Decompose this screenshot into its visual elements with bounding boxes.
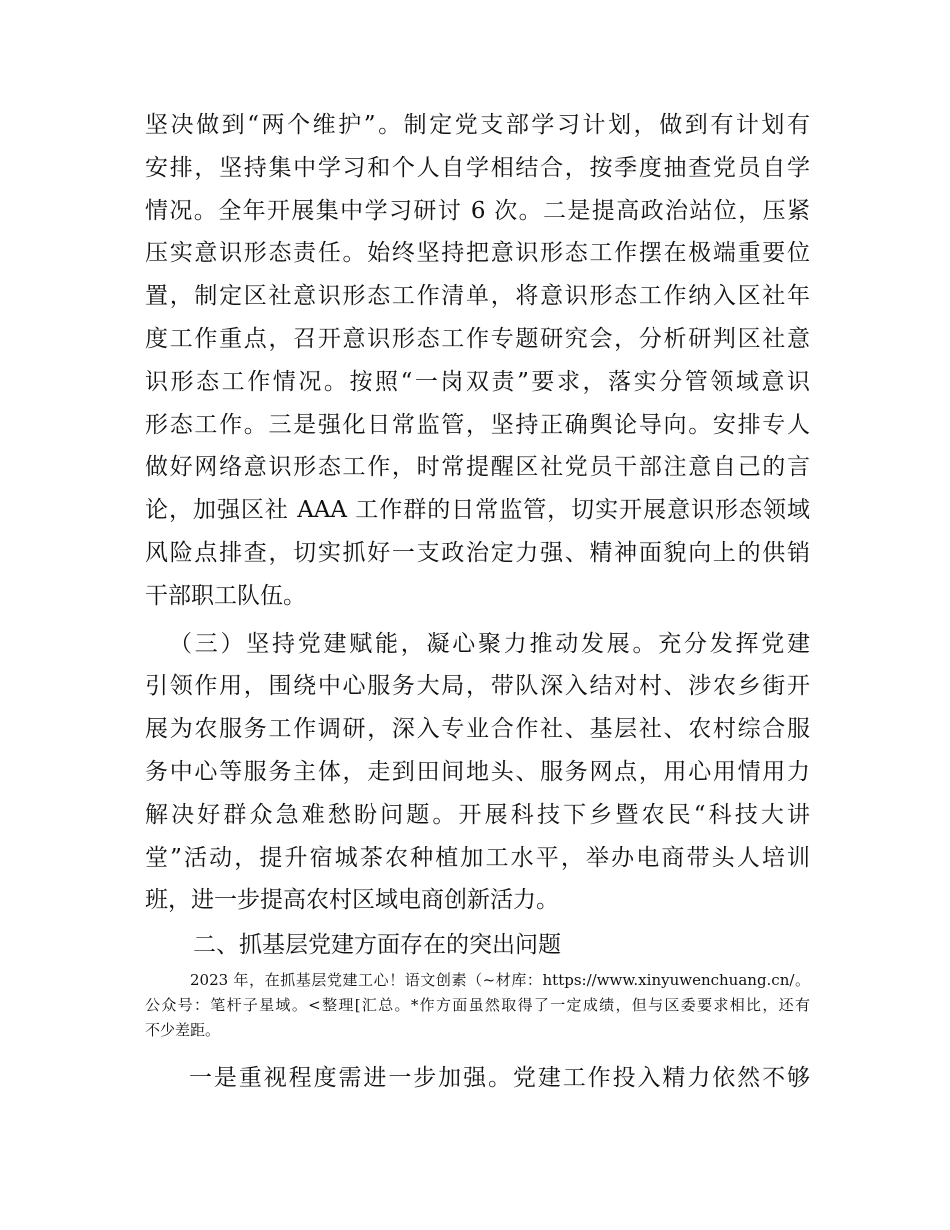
text-line: 务中心等服务主体，走到田间地头、服务网点，用心用情用力 <box>145 758 810 785</box>
text-line: 引领作用，围绕中心服务大局，带队深入结对村、涉农乡街开 <box>145 673 810 700</box>
text-line: 不少差距。 <box>145 1021 221 1040</box>
text-line: 识形态工作情况。按照“一岗双责”要求，落实分管领域意识 <box>145 368 810 395</box>
text-line: 坚决做到“两个维护”。制定党支部学习计划，做到有计划有 <box>145 112 810 138</box>
text-line: 展为农服务工作调研，深入专业合作社、基层社、农村综合服 <box>145 716 810 743</box>
text-line: 做好网络意识形态工作，时常提醒区社党员干部注意自己的言 <box>145 454 810 481</box>
text-line: 干部职工队伍。 <box>145 582 306 609</box>
paragraph-3: 一是重视程度需进一步加强。党建工作投入精力依然不够 <box>189 1065 810 1092</box>
text-line: 风险点排查，切实抓好一支政治定力强、精神面貌向上的供销 <box>145 539 810 566</box>
text-line: 公众号：笔杆子星域。<整理[汇总。*作方面虽然取得了一定成绩，但与区委要求相比，还有 <box>145 996 810 1015</box>
text-line: 形态工作。三是强化日常监管，坚持正确舆论导向。安排专人 <box>145 411 810 438</box>
small-paragraph <box>145 968 810 1043</box>
text-line: 置，制定区社意识形态工作清单，将意识形态工作纳入区社年 <box>145 283 810 310</box>
text-line: 度工作重点，召开意识形态工作专题研究会，分析研判区社意 <box>145 325 810 352</box>
document-page <box>145 104 810 1100</box>
paragraph-2 <box>145 623 810 923</box>
text-line: 论，加强区社 AAA 工作群的日常监管，切实开展意识形态领域 <box>145 497 810 524</box>
section-heading: 二、抓基层党建方面存在的突出问题 <box>193 932 561 959</box>
text-line: 堂”活动，提升宿城茶农种植加工水平，举办电商带头人培训 <box>145 844 810 871</box>
text-line: 2023 年，在抓基层党建工心！语文创素（~材库：https://www.xinyuwenchuang.cn/。 <box>190 971 810 990</box>
text-line: 解决好群众急难愁盼问题。开展科技下乡暨农民“科技大讲 <box>145 801 810 828</box>
text-line: （三）坚持党建赋能，凝心聚力推动发展。充分发挥党建 <box>169 630 810 657</box>
text-line: 情况。全年开展集中学习研讨 6 次。二是提高政治站位，压紧 <box>145 197 810 224</box>
paragraph-1 <box>145 104 810 618</box>
text-line: 班，进一步提高农村区域电商创新活力。 <box>145 887 559 914</box>
text-line: 安排，坚持集中学习和个人自学相结合，按季度抽查党员自学 <box>145 154 810 181</box>
text-line: 压实意识形态责任。始终坚持把意识形态工作摆在极端重要位 <box>145 240 810 267</box>
